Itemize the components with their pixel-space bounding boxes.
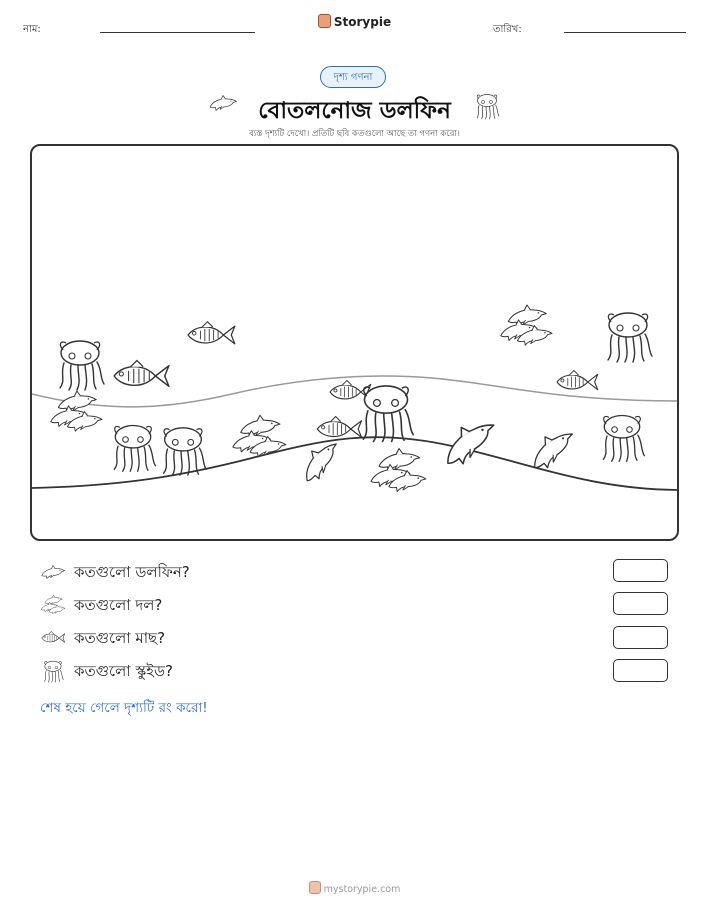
footer [0, 881, 709, 895]
name-label: নাম: [23, 24, 41, 35]
question-text: কতগুলো মাছ? [74, 629, 166, 647]
question-text: কতগুলো স্কুইড? [74, 662, 173, 680]
brand-logo [0, 14, 709, 29]
question-text: কতগুলো ডলফিন? [74, 563, 190, 581]
dolphin-pod-icon [40, 593, 66, 617]
fish-icon [188, 322, 235, 344]
squid-icon [603, 416, 644, 462]
category-badge: দৃশ্য গণনা [320, 66, 386, 88]
question-text: কতগুলো দল? [74, 596, 163, 614]
footer-url: mystorypie.com [323, 884, 401, 895]
answer-box-fish[interactable] [613, 626, 668, 649]
question-row-fish [40, 626, 340, 650]
answer-box-pods[interactable] [613, 592, 668, 615]
answer-box-squid[interactable] [613, 659, 668, 682]
question-row-squid [40, 659, 340, 683]
dolphin-icon [436, 413, 503, 470]
storypie-logo-icon [318, 14, 331, 28]
squid-icon [608, 313, 652, 362]
squid-icon [60, 341, 104, 390]
dolphin-icon [40, 560, 66, 584]
squid-icon [363, 386, 413, 442]
scene-frame [30, 144, 679, 541]
ocean-scene [32, 146, 679, 541]
page-title: বোতলনোজ ডলফিন [258, 98, 451, 124]
fish-icon [40, 626, 66, 650]
dolphin-pod-icon [371, 449, 426, 492]
fish-icon [317, 417, 361, 438]
storypie-logo-icon [309, 881, 321, 894]
name-field[interactable] [100, 32, 255, 33]
fish-icon [557, 371, 598, 390]
squid-icon [114, 426, 155, 472]
date-field[interactable] [564, 32, 686, 33]
date-label: তারিখ: [493, 24, 522, 35]
fish-icon [114, 361, 169, 387]
question-row-pods [40, 593, 340, 617]
squid-icon [40, 659, 66, 683]
brand-name: Storypie [333, 15, 392, 29]
question-row-dolphins [40, 560, 340, 584]
squid-icon [164, 428, 207, 475]
closing-note: শেষ হয়ে গেলে দৃশ্যটি রং করো! [40, 700, 208, 716]
dolphin-icon [294, 436, 346, 485]
instructions: ব্যস্ত দৃশ্যটি দেখো। প্রতিটি ছবি কতগুলো আছে তা গণনা করো। [249, 129, 460, 139]
dolphin-pod-icon [51, 391, 102, 431]
dolphin-pod-icon [501, 305, 552, 345]
answer-box-dolphins[interactable] [613, 559, 668, 582]
squid-icon [472, 92, 502, 120]
